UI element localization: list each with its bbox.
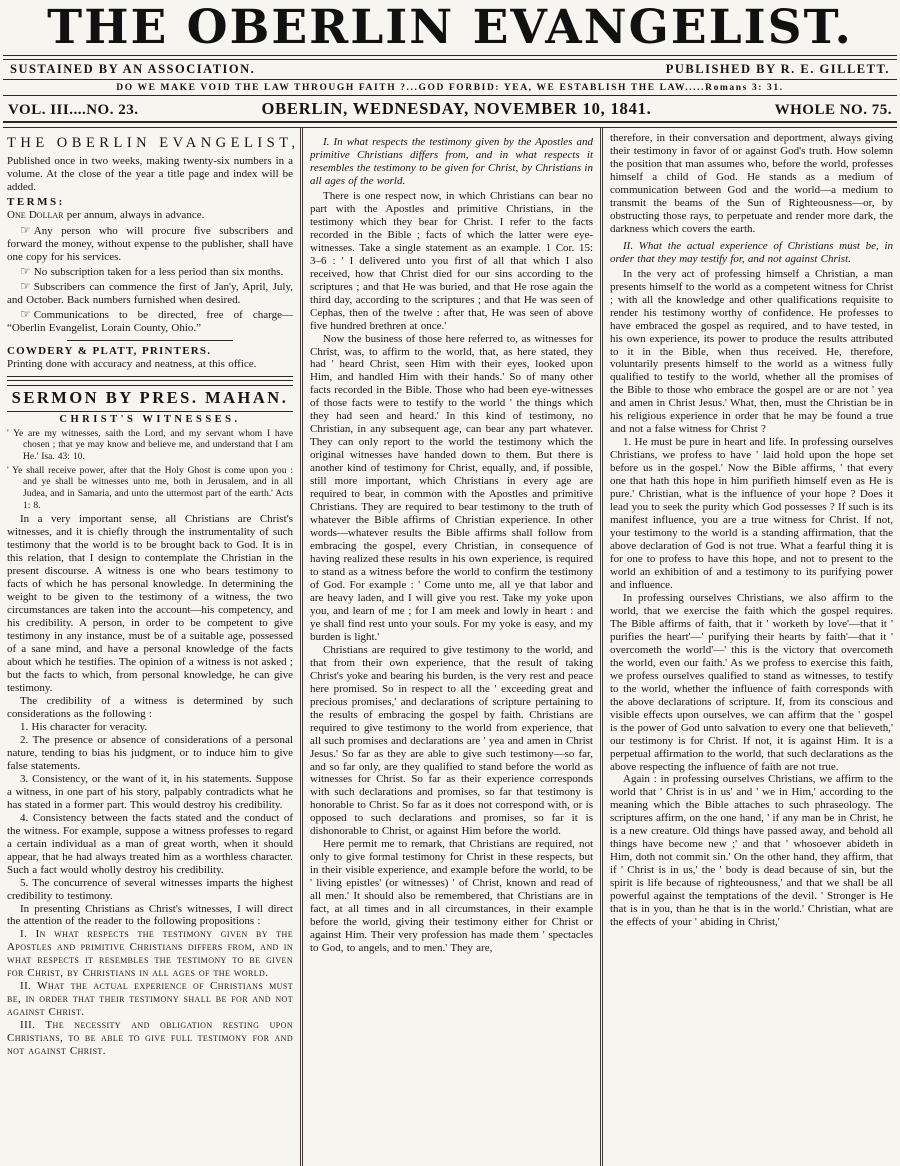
paragraph: The credibility of a witness is determined by such considerations as the following : bbox=[7, 695, 293, 720]
paragraph: 3. Consistency, or the want of it, in his statements. Suppose a witness, in one part of his story, palpably contradicts what he has stated in a former part. This would destroy his credibility. bbox=[7, 772, 293, 811]
pointing-hand-icon: ☞ bbox=[20, 278, 31, 293]
paper-title: THE OBERLIN EVANGELIST, bbox=[7, 135, 300, 151]
paragraph: Here permit me to remark, that Christians are required, not only to give formal testimony for Christ in these respects, but in their visible experience, and example before the world, to be ' living epistles' (or witnesses) ' of Christ, known and read of all men.' It should also be remembered, that Christians are in fact, at all times and in all circumstances, in their example before the world, giving their testimony either for Christ or against Him. Their very profession has made them ' spectacles to God, to angels, and to men.' They are, bbox=[310, 838, 593, 955]
publisher-note: PUBLISHED BY R. E. GILLETT. bbox=[665, 62, 890, 76]
paragraph: There is one respect now, in which Christians can bear no part with the Apostles and primitive Christians, in the testimony which they bear for Christ. I refer to the facts recorded in the Bible ; facts of which the latter were eye-witnesses. Take a single statement as an example. 1 Cor. 15: 3–6 : ' I delivered unto you first of all that which I also received, how that Christ died for our sins according to the scriptures ; and that He was buried, and that He rose again the third day, according to the scriptures ; and that He was seen of Cephas, then of the twelve : after that, He was seen of above five hundred brethren at once.' bbox=[310, 189, 593, 332]
pointing-hand-icon: ☞ bbox=[20, 263, 31, 278]
section-divider bbox=[7, 376, 293, 381]
sermon-body-left bbox=[7, 513, 293, 1058]
paragraph: I. In what respects the testimony given by the Apostles and primitive Christians differs from, and in what respects it resembles the testimony to be given for Christ, by Christians in all ages of the world. bbox=[7, 928, 293, 980]
subscription-notice bbox=[7, 264, 293, 279]
sustained-note: SUSTAINED BY AN ASSOCIATION. bbox=[10, 62, 256, 76]
newspaper-title: THE OBERLIN EVANGELIST. bbox=[47, 0, 853, 55]
terms-price bbox=[7, 209, 293, 222]
volume-number: VOL. III....NO. 23. bbox=[8, 102, 139, 118]
publisher-row bbox=[0, 60, 900, 78]
paragraph: 5. The concurrence of several witnesses imparts the highest credibility to testimony. bbox=[7, 876, 293, 902]
paragraph: In the very act of professing himself a Christian, a man presents himself to the world as a competent witness for Christ ; with all the knowledge and other qualifications requisite to render his testimony worthy of confidence. He professes to have embraced the gospel as required, and to have tested, in his own experience, its power to produce the results attributed to it in the Bible, when thus received. He, therefore, voluntarily presents himself to the world as a witness fully qualified to testify to the world, whether all the promises of the Bible to those who embrace the gospel are or are not ' yea and amen in Christ Jesus.' What, then, must the Christian be in his religious experience in order that he may be found a true and not a false witness for Christ ? bbox=[610, 267, 893, 436]
column-left bbox=[0, 128, 300, 1166]
column-middle bbox=[300, 128, 600, 1166]
issue-row bbox=[0, 96, 900, 121]
terms-price-lead: One Dollar bbox=[7, 208, 64, 221]
whole-number: WHOLE NO. 75. bbox=[774, 102, 892, 118]
header-bottom-rule bbox=[3, 121, 897, 128]
paragraph: Christians are required to give testimony to the world, and that from their own experience, that the result of taking Christ's yoke and bearing his burden, is the very rest and peace here promised. So in respect to all the ' exceeding great and precious promises,' and declarations of scripture pertaining to the results of embracing the gospel by faith. Christians are required to give testimony to the world from experience, that all such promises and declarations are ' yea and amen in Christ Jesus.' So far as they are able to give such testimony—so far, and so far only, are they qualified to stand before the world as witnesses for Christ. So far as their experience corresponds with such declarations and promises, so far that testimony is honorable to Christ. So far as it does not correspond with, or is opposed to such declarations and promises, so far it is dishonorable to Christ, or against Him before the world. bbox=[310, 643, 593, 838]
notice-text: Subscribers can commence the first of Jan'y, April, July, and October. Back numbers furnished when desired. bbox=[7, 280, 293, 306]
printers-name: COWDERY & PLATT, PRINTERS. bbox=[7, 344, 212, 357]
paragraph: In professing ourselves Christians, we also affirm to the world, that we exercise the faith which the gospel requires. The Bible affirms of faith, that it ' worketh by love'—that it ' purifies the heart'—' purifying their hearts by faith'—that it ' overcometh the world'—' this is the victory that overcometh the world, even our faith.' As we profess to exercise this faith, we profess ourselves qualified to stand as witnesses, to testify to the world, whether the influence of faith corresponds with the above declarations of scripture. If, from its conscious and visible effects upon ourselves, we can affirm that the ' gospel is the power of God unto salvation to every one that believeth,' our testimony is for Christ. If not, it is against Him. It is a perpetual affirmation to the world, that such declarations as the above respecting the influence of faith are not true. bbox=[610, 591, 893, 773]
continuation-paragraph: therefore, in their conversation and deportment, always giving their testimony in favor of or against God's truth. How solemn the position that man assumes who, before the world, professes himself a child of God. He stands as a medium of communication between God and the world—a medium to transmit the beams of the Sun of Righteousness—or, by obstructing those rays, to perpetuate and render more dark, the darkness which covers the earth. bbox=[610, 132, 893, 235]
paragraph: II. What the actual experience of Christians must be, in order that their testimony shall be for and not against Christ. bbox=[7, 980, 293, 1019]
motto-line: DO WE MAKE VOID THE LAW THROUGH FAITH ?...GOD FORBID: YEA, WE ESTABLISH THE LAW.....Romans 3: 31. bbox=[3, 79, 897, 96]
divider bbox=[67, 340, 233, 341]
masthead bbox=[0, 0, 900, 128]
paragraph: In presenting Christians as Christ's witnesses, I will direct the attention of the reader to the following propositions : bbox=[7, 902, 293, 928]
paragraph: 1. His character for veracity. bbox=[20, 720, 148, 733]
publication-info: Published once in two weeks, making twenty-six numbers in a volume. At the close of the year a title page and index will be added. bbox=[7, 155, 293, 193]
paragraph: Now the business of those here referred to, as witnesses for Christ, was, to affirm to the world, that, as here stated, they had ' heard Christ, seen Him with their eyes, looked upon Him, and handled Him with their hands.' So of many other facts recorded in the Bible. Those who had been eye-witnesses of those facts were to testify to the world ' the things which they had seen and heard.' In this kind of testimony, no Christian, in any subsequent age, can bear any part whatever. They can only report to the world the testimony which the original witnesses have handed down to them. But there is another kind of testimony for Christ, equally, and, if possible, still more important, which Christians in every age are required to bear, in common with the Apostles and primitive Christians. They are required to bear testimony to the truth of whatever the Bible affirms of Christian experience. In other words—whatever results the Bible affirms shall follow from embracing the gospel, every Christian, in consequence of having realized these results in his own experience, is required to stand as a witness before the world to confirm the testimony of God. For example : ' Come unto me, all ye that labor and are heavy laden, and I will give you rest. Take my yoke upon you, and learn of me ; for I am meek and lowly in heart : and ye shall find rest unto your souls. For my yoke is easy, and my burden is light.' bbox=[310, 332, 593, 643]
terms-heading: TERMS: bbox=[7, 195, 65, 208]
terms-price-rest: per annum, always in advance. bbox=[63, 208, 205, 221]
scripture-epigraph: ' Ye are my witnesses, saith the Lord, and my servant whom I have chosen ; that ye may know and believe me, and understand that I am He.' Isa. 43: 10. bbox=[7, 427, 293, 462]
notice-text: Communications to be directed, free of charge— “Oberlin Evangelist, Lorain County, Ohio.” bbox=[7, 308, 293, 334]
sermon-body-middle bbox=[310, 190, 593, 955]
subscription-notice bbox=[7, 279, 293, 307]
dateline: OBERLIN, WEDNESDAY, NOVEMBER 10, 1841. bbox=[261, 99, 652, 118]
sermon-subtitle: CHRIST'S WITNESSES. bbox=[59, 413, 241, 425]
epigraph-list bbox=[7, 428, 293, 512]
column-right bbox=[600, 128, 900, 1166]
paragraph: 4. Consistency between the facts stated and the conduct of the witness. For example, suppose a witness professes to regard a certain individual as a man of great worth, when it should appear, that he had always treated him as a worthless character. Such a fact would wholly destroy his credibility. bbox=[7, 811, 293, 876]
section-heading-1: I. In what respects the testimony given by the Apostles and primitive Christians differs from, and in what respects it resembles the testimony to be given for Christ, by Christians in all ages of the world. bbox=[310, 136, 593, 187]
paragraph: In a very important sense, all Christians are Christ's witnesses, and it is chiefly through the instrumentality of such testimony that the world is to be brought back to God. It is in this relation, that I design to contemplate the Christian in the present discourse. A witness is one who bears testimony to facts of which he has personal knowledge. In determining the weight to be given to the testimony of a witness, the two circumstances are taken into the account—his competency, and his credibility. A person, in order to be competent to give testimony in any instance, must be of a suitable age, possessed of a sane mind, and have a personal knowledge of the facts about which he testifies. The opinion of a witness is not asked ; but the facts to which, from personal knowledge, he can give testimony. bbox=[7, 513, 293, 695]
pointing-hand-icon: ☞ bbox=[20, 306, 31, 321]
subscription-notice bbox=[7, 223, 293, 264]
notice-text: No subscription taken for a less period than six months. bbox=[33, 265, 284, 278]
notice-text: Any person who will procure five subscribers and forward the money, without expense to the publisher, shall have one copy for his services. bbox=[7, 224, 293, 263]
paragraph: III. The necessity and obligation resting upon Christians, to be able to give full testimony for and not against Christ. bbox=[7, 1019, 293, 1058]
sermon-title: SERMON BY PRES. MAHAN. bbox=[7, 385, 293, 412]
printing-note: Printing done with accuracy and neatness, at this office. bbox=[7, 357, 257, 370]
paragraph: Again : in professing ourselves Christians, we affirm to the world that ' Christ is in us' and ' we in Him,' according to the meaning which the Bible attaches to such phraseology. The scriptures affirm, on the one hand, ' if any man be in Christ, he is a new creature. Old things have passed away, and behold all things have become new ;' and that ' whosoever abideth in Him, doth not commit sin.' On the other hand, they affirm, that if ' Christ is in us,' the ' body is dead because of sin, but the spirit is life because of righteousness,' and that we shall be all powerful against the temptations of the devil. ' Stronger is He that is in you, than he that is in the world.' Christian, what are the effects of your ' abiding in Christ,' bbox=[610, 773, 893, 929]
scripture-epigraph: ' Ye shall receive power, after that the Holy Ghost is come upon you : and ye shall be witnesses unto me, both in Jerusalem, and in all Judea, and in Samaria, and unto the uttermost part of the earth.' Acts 1: 8. bbox=[7, 464, 293, 511]
section-heading-2: II. What the actual experience of Christians must be, in order that they may testify for, and not against Christ. bbox=[610, 239, 893, 265]
subscription-notice bbox=[7, 307, 293, 335]
paragraph: 1. He must be pure in heart and life. In professing ourselves Christians, we profess to have ' laid hold upon the hope set before us in the gospel.' Now the Bible affirms, ' that every one that hath this hope in him purifieth himself even as He is pure.' Christian, what is the influence of your hope ? Does it lead you to seek the purity which God possesses ? If such is its manifest influence, you are a true witness for Christ. If not, your testimony to the world is a standing affirmation, that the above declaration of God is not true. What a fearful thing it is for one to profess to have this hope, and not to present to the world an exhibition of and a testimony to its purifying power and influence. bbox=[610, 436, 893, 591]
pointing-hand-icon: ☞ bbox=[20, 222, 31, 237]
paragraph: 2. The presence or absence of considerations of a personal nature, tending to bias his judgment, or to induce him to give false statements. bbox=[7, 733, 293, 772]
article-columns bbox=[0, 128, 900, 1166]
sermon-body-right bbox=[610, 268, 893, 929]
